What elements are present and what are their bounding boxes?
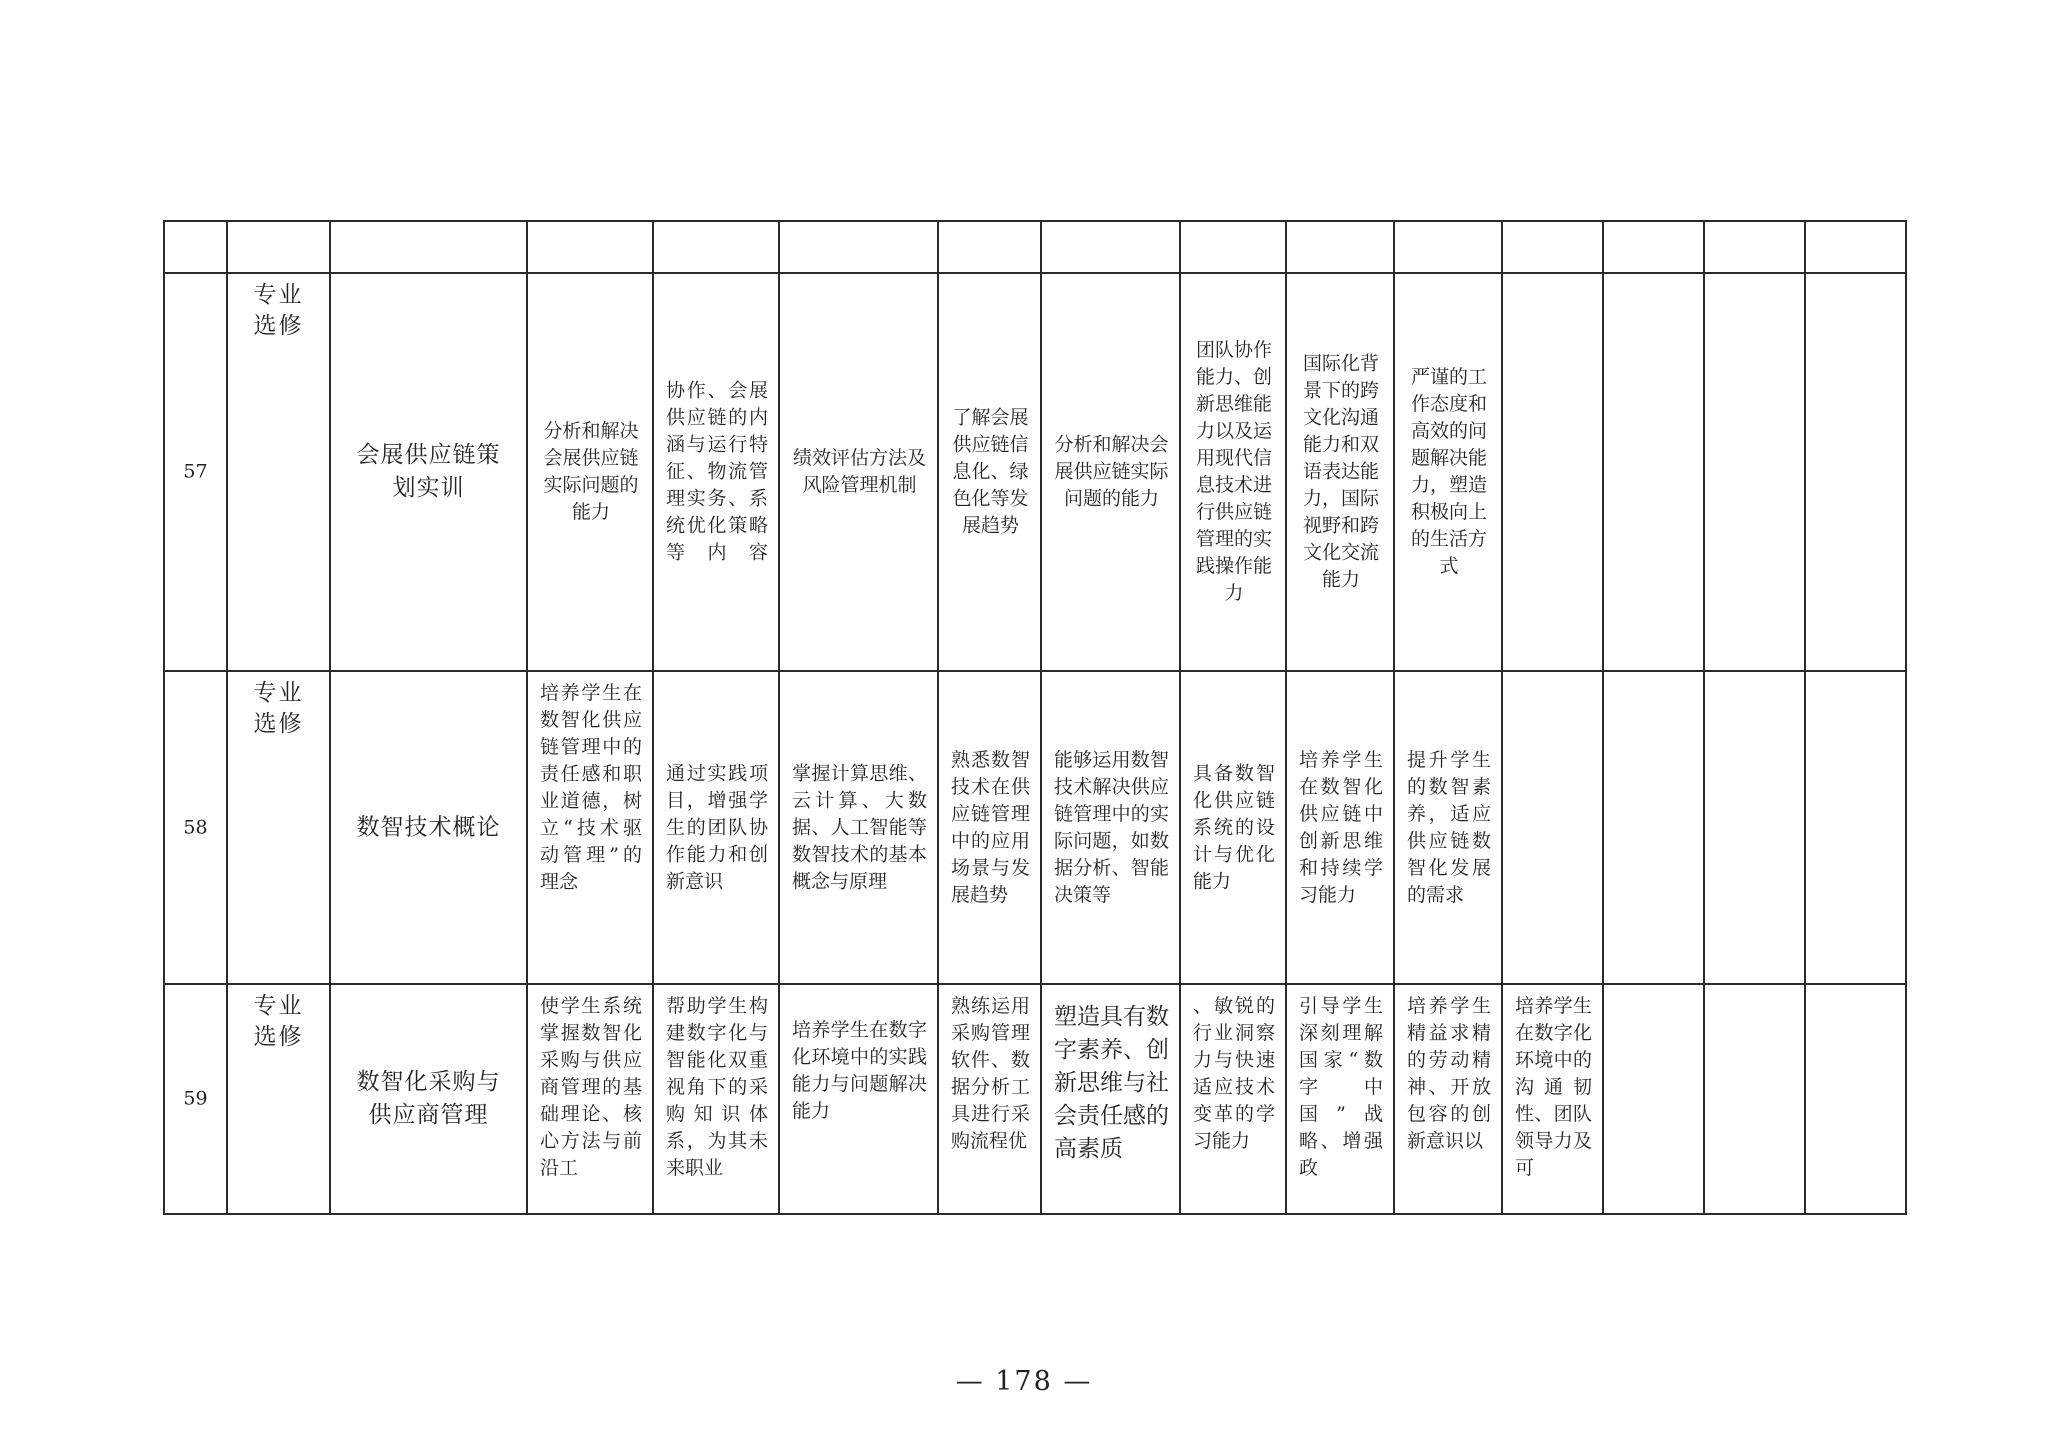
table-cell [1041,671,1180,984]
row-number-cell [164,671,227,984]
table-row [164,273,1906,671]
table-cell [779,273,938,671]
course-type: 专业选修 [253,282,304,339]
row-number: 58 [183,816,208,838]
table-cell [1704,984,1805,1214]
table-cell [653,671,779,984]
course-name: 数智化采购与供应商管理 [356,1069,501,1128]
course-table [163,220,1907,1215]
course-name-cell [330,984,527,1214]
table-cell [1805,671,1906,984]
table-row [164,671,1906,984]
table-cell [1502,671,1603,984]
cell-text: 严谨的工作态度和高效的问题解决能力，塑造积极向上的生活方式 [1410,366,1487,577]
cell-text: 绩效评估方法及风险管理机制 [792,447,926,496]
cell-text: 分析和解决会展供应链实际问题的能力 [1054,433,1169,510]
table-cell [1502,273,1603,671]
cell-text: 帮助学生构建数字化与智能化双重视角下的采购知识体系，为其未来职业 [666,995,768,1179]
table-cell [653,984,779,1214]
header-cell [779,221,938,273]
header-cell [938,221,1041,273]
table-cell [1603,671,1704,984]
header-cell [1286,221,1394,273]
table-cell [779,984,938,1214]
table-cell [1180,984,1286,1214]
table-cell [1805,984,1906,1214]
cell-text: 培养学生在数字化环境中的实践能力与问题解决能力 [792,1019,927,1122]
table-cell [1286,273,1394,671]
cell-text: 提升学生的数智素养，适应供应链数智化发展的需求 [1407,748,1491,906]
header-cell [227,221,330,273]
table-cell [1041,984,1180,1214]
table-cell [1805,273,1906,671]
header-cell [527,221,653,273]
cell-text: 引导学生深刻理解国家“数字中国”战略、增强政 [1299,995,1383,1179]
row-number-cell [164,984,227,1214]
cell-text: 国际化背景下的跨文化沟通能力和双语表达能力，国际视野和跨文化交流能力 [1302,352,1379,591]
course-name: 数智技术概论 [356,814,501,840]
course-type: 专业选修 [253,680,304,737]
row-number: 59 [183,1087,208,1110]
table-cell [1180,671,1286,984]
course-name-cell [330,671,527,984]
table-cell [1286,671,1394,984]
table-cell [1603,984,1704,1214]
table-cell [1603,273,1704,671]
course-name-cell [330,273,527,671]
table-cell [1286,984,1394,1214]
cell-text: 了解会展供应链信息化、绿色化等发展趋势 [952,406,1029,537]
row-number: 57 [183,460,208,483]
table-cell [1704,273,1805,671]
table-cell [1041,273,1180,671]
course-type: 专业选修 [253,993,304,1050]
course-type-cell [227,671,330,984]
header-cell [1180,221,1286,273]
table-cell [1394,984,1502,1214]
cell-text: 、敏锐的行业洞察力与快速适应技术变革的学习能力 [1193,995,1275,1152]
table-cell [938,671,1041,984]
header-cell [1502,221,1603,273]
table-row [164,984,1906,1214]
header-cell [653,221,779,273]
course-type-cell [227,273,330,671]
cell-text: 培养学生精益求精的劳动精神、开放包容的创新意识以 [1407,995,1491,1152]
cell-text: 团队协作能力、创新思维能力以及运用现代信息技术进行供应链管理的实践操作能力 [1195,339,1272,604]
table-cell [527,273,653,671]
course-type-cell [227,984,330,1214]
table-cell [1180,273,1286,671]
cell-text: 协作、会展供应链的内涵与运行特征、物流管理实务、系统优化策略等内容 [666,379,768,564]
cell-text: 使学生系统掌握数智化采购与供应商管理的基础理论、核心方法与前沿工 [540,995,642,1179]
table-cell [1394,671,1502,984]
course-name: 会展供应链策划实训 [356,442,501,501]
row-number-cell [164,273,227,671]
table-cell [938,984,1041,1214]
table-cell [527,984,653,1214]
table-cell [938,273,1041,671]
cell-text: 通过实践项目，增强学生的团队协作能力和创新意识 [666,762,768,892]
table-cell [779,671,938,984]
header-cell [1805,221,1906,273]
table-cell [1704,671,1805,984]
header-cell [1704,221,1805,273]
header-cell [1041,221,1180,273]
cell-text: 具备数智化供应链系统的设计与优化能力 [1193,762,1275,892]
table-cell [1394,273,1502,671]
table-cell [1502,984,1603,1214]
table-cell [527,671,653,984]
table-header-row [164,221,1906,273]
cell-text: 培养学生在数智化供应链管理中的责任感和职业道德，树立“技术驱动管理”的理念 [540,682,642,893]
cell-text: 能够运用数智技术解决供应链管理中的实际问题，如数据分析、智能决策等 [1054,748,1169,906]
cell-text: 熟悉数智技术在供应链管理中的应用场景与发展趋势 [951,748,1030,906]
table-cell [653,273,779,671]
page-number: — 178 — [955,1366,1093,1397]
cell-text: 分析和解决会展供应链实际问题的能力 [543,420,639,523]
cell-text: 培养学生在数字化环境中的沟通韧性、团队领导力及可 [1515,995,1592,1179]
cell-text: 熟练运用采购管理软件、数据分析工具进行采购流程优 [951,995,1030,1152]
header-cell [1394,221,1502,273]
cell-text: 培养学生在数智化供应链中创新思维和持续学习能力 [1299,748,1383,906]
cell-text: 塑造具有数字素养、创新思维与社会责任感的高素质 [1054,1004,1169,1162]
header-cell [164,221,227,273]
cell-text: 掌握计算思维、云计算、大数据、人工智能等数智技术的基本概念与原理 [792,762,927,892]
header-cell [1603,221,1704,273]
header-cell [330,221,527,273]
